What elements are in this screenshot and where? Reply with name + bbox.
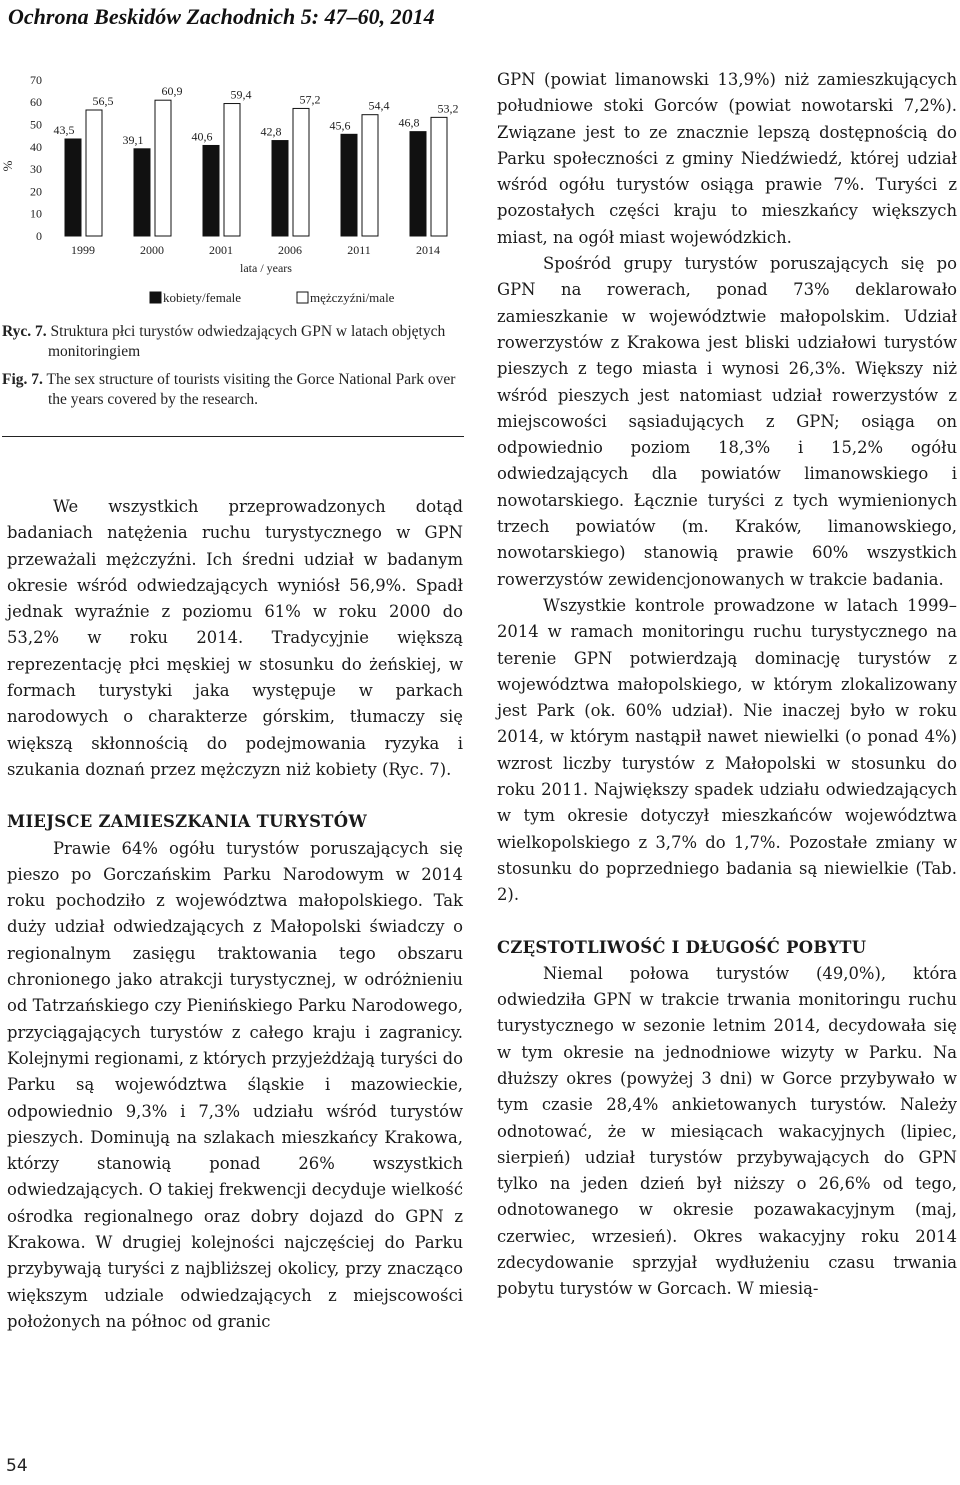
data-label: 43,5 <box>53 122 75 137</box>
paragraph: Spośród grupy turystów poruszających się po GPN na rowerach, ponad 73% deklarowało zamieszkanie w województwie małopolskim. Udział rowerzystów z Krakowa jest bliski udziałowi turystów pieszych z tego miasta i wynosi 26,3%. Większy niż wśród pieszych jest natomiast udział rowerzystów z miejscowości sąsiadujących z GPN; osiąga on odpowiednio poziom 18,3% i 15,2% ogółu odwiedzających dla powiatów limanowskiego i nowotarskiego. Łącznie turyści z tych wymienionych trzech powiatów (m. Kraków, limanowskiego, nowotarskiego) stanowią prawie 60% wszystkich rowerzystów zewidencjonowanych w trakcie badania. <box>497 254 957 589</box>
data-label: 39,1 <box>122 132 144 147</box>
data-label: 59,4 <box>230 87 252 102</box>
data-label: 46,8 <box>398 115 420 130</box>
sex-structure-bar-chart <box>0 70 470 310</box>
x-tick-label: 2006 <box>278 243 302 257</box>
paragraph: GPN (powiat limanowski 13,9%) niż zamieszkujących południowe stoki Gorców (powiat nowotarski 7,2%). Związane jest to ze znacznie lepszą dostępnością do Parku społeczności z gminy Niedźwiedź, której udział wśród ogółu turystów osiąga prawie 7%. Turyści z pozostałych części kraju to mieszkańcy większych miast, na ogół miast wojewódzkich. <box>497 70 957 247</box>
data-label: 57,2 <box>299 92 321 107</box>
caption-en-text: The sex structure of tourists visiting the Gorce National Park over <box>46 371 456 388</box>
bar-male <box>431 117 447 236</box>
bar-male <box>293 108 309 236</box>
figure-caption-en <box>2 370 472 410</box>
right-column <box>497 67 957 1303</box>
legend-swatch-female <box>150 292 161 303</box>
page-number: 54 <box>6 1456 28 1476</box>
bar-female <box>410 132 426 236</box>
bar-male <box>155 100 171 236</box>
legend-label-male: mężczyźni/male <box>310 290 395 305</box>
y-tick-label: 30 <box>30 162 42 177</box>
bar-female <box>272 141 288 236</box>
caption-en-lead: Fig. 7. <box>2 371 43 388</box>
bar-male <box>86 110 102 236</box>
x-tick-label: 2001 <box>209 243 233 257</box>
data-label: 40,6 <box>191 129 213 144</box>
data-label: 60,9 <box>161 84 183 99</box>
figure-caption-pl <box>2 322 472 362</box>
data-label: 53,2 <box>437 101 459 116</box>
data-label: 56,5 <box>92 94 114 109</box>
bar-male <box>362 115 378 236</box>
section-heading-frequency: CZĘSTOTLIWOŚĆ I DŁUGOŚĆ POBYTU <box>497 937 867 957</box>
caption-pl-text: Struktura płci turystów odwiedzających GPN w latach objętych <box>50 323 446 340</box>
y-tick-label: 10 <box>30 206 42 221</box>
y-tick-label: 50 <box>30 117 42 132</box>
bar-female <box>203 145 219 236</box>
paragraph: Wszystkie kontrole prowadzone w latach 1999–2014 w ramach monitoringu ruchu turystycznego na terenie GPN potwierdzają dominację turystów z województwa małopolskiego, w którym zlokalizowany jest Park (ok. 60% udział). Nie inaczej było w roku 2014, w którym nastąpił nawet niewielki (o ponad 4%) wzrost liczby turystów z Małopolski w stosunku do roku 2011. Największy spadek udziału odwiedzających w tym okresie dotyczył mieszkańców województwa wielkopolskiego z 3,7% do 1,7%. Pozostałe zmiany w stosunku do poprzedniego badania są niewielkie (Tab. 2). <box>497 595 957 905</box>
x-axis-label: lata / years <box>240 261 292 275</box>
journal-header: Ochrona Beskidów Zachodnich 5: 47–60, 2014 <box>8 4 435 29</box>
caption-pl-text-cont: monitoringiem <box>48 343 141 360</box>
x-tick-label: 2014 <box>416 243 440 257</box>
section-heading-residence: MIEJSCE ZAMIESZKANIA TURYSTÓW <box>7 812 368 832</box>
data-label: 54,4 <box>368 98 390 113</box>
bar-male <box>224 104 240 236</box>
x-tick-label: 2011 <box>347 243 371 257</box>
paragraph: Niemal połowa turystów (49,0%), która odwiedziła GPN w trakcie trwania monitoringu ruchu turystycznego w sezonie letnim 2014, decydowała się w tym okresie na jednodniowe wizyty w Parku. Na dłuższy okres (powyżej 3 dni) w Gorce przybywało w tym czasie 28,4% ankietowanych turystów. Należy odnotować, że w miesiącach wakacyjnych (lipiec, sierpień) udział turystów przybywających do GPN tylko na jeden dzień był niższy o 26,6% od tego, odnotowanego w okresie pozawakacyjnym (maj, czerwiec, wrzesień). Okres wakacyjny roku 2014 zdecydowanie sprzyjał wydłużeniu czasu trwania pobytu turystów w Gorcach. W miesią- <box>497 963 957 1299</box>
caption-divider <box>2 436 464 437</box>
bar-female <box>341 134 357 236</box>
legend-swatch-male <box>297 292 308 303</box>
legend-label-female: kobiety/female <box>163 290 241 305</box>
x-tick-label: 1999 <box>71 243 95 257</box>
y-tick-label: 0 <box>36 229 42 243</box>
y-axis-label: % <box>0 160 15 172</box>
paragraph: We wszystkich przeprowadzonych dotąd badaniach natężenia ruchu turystycznego w GPN przeważali mężczyźni. Ich średni udział w badanym okresie wśród odwiedzających wyniósł 56,9%. Spadł jednak wyraźnie z poziomu 61% w roku 2000 do 53,2% w roku 2014. Tradycyjnie większą reprezentację płci męskiej w stosunku do żeńskiej, w formach turystyki jaka występuje w parkach narodowych o charakterze górskim, tłumaczy się większą skłonnością do podejmowania ryzyka i szukania doznań przez mężczyzn niż kobiety (Ryc. 7). <box>7 497 463 779</box>
y-tick-label: 70 <box>30 72 42 87</box>
caption-pl-lead: Ryc. 7. <box>2 323 47 340</box>
data-label: 42,8 <box>260 124 282 139</box>
y-tick-label: 20 <box>30 184 42 199</box>
bar-female <box>134 149 150 236</box>
y-tick-label: 40 <box>30 139 42 154</box>
y-tick-label: 60 <box>30 95 42 110</box>
bar-female <box>65 139 81 236</box>
caption-en-text-cont: the years covered by the research. <box>48 391 258 408</box>
paragraph: Prawie 64% ogółu turystów poruszających się pieszo po Gorczańskim Parku Narodowym w 2014 roku pochodziło z województwa małopolskiego. Tak duży udział odwiedzających z Małopolski świadczy o regionalnym zasięgu traktowania tego obszaru chronionego jako atrakcji turystycznej, w odróżnieniu od Tatrzańskiego czy Pienińskiego Parku Narodowego, przyciągających turystów z całego kraju i zagranicy. Kolejnymi regionami, z których przyjeżdżają turyści do Parku są województwa śląskie i mazowieckie, odpowiednio 9,3% i 7,3% udziału wśród turystów pieszych. Dominują na szlakach mieszkańcy Krakowa, którzy stanowią ponad 26% wszystkich odwiedzających. O takiej frekwencji decyduje wielkość ośrodka regionalnego oraz dobry dojazd do GPN z Krakowa. W drugiej kolejności najczęściej do Parku przybywają turyści z najbliższej okolicy, przy znacząco większym udziale odwiedzających z miejscowości położonych na północ od granic <box>7 838 463 1331</box>
left-column <box>7 494 463 1335</box>
x-tick-label: 2000 <box>140 243 164 257</box>
data-label: 45,6 <box>329 118 351 133</box>
